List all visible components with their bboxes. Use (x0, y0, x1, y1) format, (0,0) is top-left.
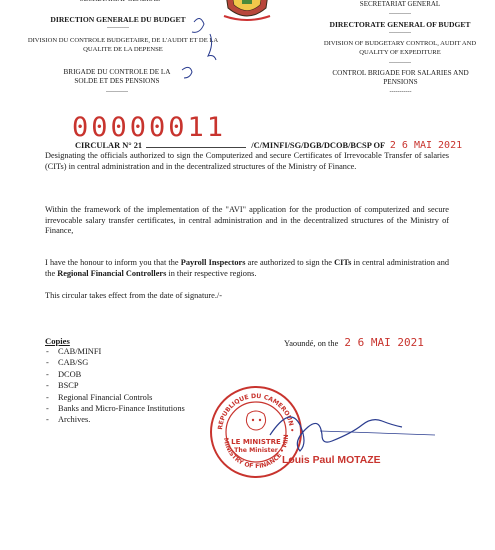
cits-term: CITs (334, 258, 352, 267)
list-item: - Regional Financial Controls (58, 392, 185, 403)
list-item: - DCOB (58, 369, 185, 380)
auth-text-1: I have the honour to inform you that the (45, 258, 181, 267)
header-left-separator-1: ----------- (107, 25, 129, 31)
signature-place: Yaoundé, on the (284, 339, 339, 348)
copies-list (58, 346, 185, 426)
circular-label: CIRCULAR N° 21 (75, 141, 143, 150)
seal-inner-line-1: LE MINISTRE (231, 438, 281, 446)
effect-paragraph: This circular takes effect from the date of signature./- (45, 291, 223, 300)
seal-bottom-text: MINISTRY OF FINANCE • MIN (221, 434, 291, 471)
copies-title: Copies (45, 336, 70, 346)
list-item: - CAB/SG (58, 357, 185, 368)
circular-reference: /C/MINFI/SG/DGB/DCOB/BCSP OF (251, 141, 385, 150)
header-right-separator-0: ----------- (389, 11, 411, 17)
header-right-division: DIVISION OF BUDGETARY CONTROL, AUDIT AND QUALITY OF EXPEDITURE (323, 40, 477, 56)
circular-stamp-number: 00000011 (72, 112, 227, 143)
list-item: - Archives. (58, 414, 185, 425)
list-item: - CAB/MINFI (58, 346, 185, 357)
regional-controllers: Regional Financial Controllers (57, 268, 167, 278)
handwritten-initials (180, 10, 235, 95)
signatory-name: Louis Paul MOTAZE (282, 455, 381, 466)
header-left-direction: DIRECTION GENERALE DU BUDGET (50, 15, 186, 24)
circular-date-stamp: 2 6 MAI 2021 (389, 140, 463, 151)
auth-text-2: are authorized to sign the (245, 258, 335, 267)
seal-top-text: REPUBLIQUE DU CAMEROUN • (217, 392, 296, 433)
header-right-direction: DIRECTORATE GENERAL OF BUDGET (329, 20, 471, 29)
header-right-separator-3: ----------- (389, 89, 412, 95)
header-right-separator-1: ----------- (389, 30, 411, 36)
auth-text-4: in their respective regions. (166, 268, 257, 278)
context-paragraph: Within the framework of the implementation of the "AVI" application for the production of computerized and secure irrevocable salary transfer certificates, in central administration and in the decentralized structures of the Ministry of Finance, (45, 205, 449, 236)
header-left (40, 0, 200, 1)
header-right-separator-2: ----------- (389, 60, 411, 66)
signature-place-date (284, 336, 424, 349)
list-item: - Banks and Micro-Finance Institutions (58, 403, 185, 414)
header-left-secretariat (40, 0, 200, 1)
payroll-inspectors: Payroll Inspectors (180, 258, 246, 267)
list-item: - BSCP (58, 380, 185, 391)
header-right-brigade: CONTROL BRIGADE FOR SALARIES AND PENSIONS (332, 69, 469, 86)
authorization-paragraph (45, 258, 449, 279)
header-left-brigade: BRIGADE DU CONTROLE DE LA SOLDE ET DES PENSIONS (63, 68, 171, 85)
circular-blank (146, 147, 246, 148)
header-right-secretariat: SECRETARIAT GENERAL (359, 0, 441, 8)
intro-paragraph: Designating the officials authorized to sign the Computerized and secure Certificates of Irrevocable Transfer of salaries (CITs) in central administration and in the decentralized structures of the Ministry of Finance. (45, 151, 449, 171)
seal-inner-line-2: The Minister (234, 447, 278, 454)
circular-title-line (75, 140, 475, 151)
header-left-separator-2: ----------- (106, 89, 128, 95)
header-left-division: DIVISION DU CONTROLE BUDGETAIRE, DE L'AUDIT ET DE LA QUALITE DE LA DEPENSE (27, 37, 219, 53)
auth-text-3: in central administration and the (45, 258, 450, 278)
signature-date-stamp: 2 6 MAI 2021 (344, 336, 424, 349)
